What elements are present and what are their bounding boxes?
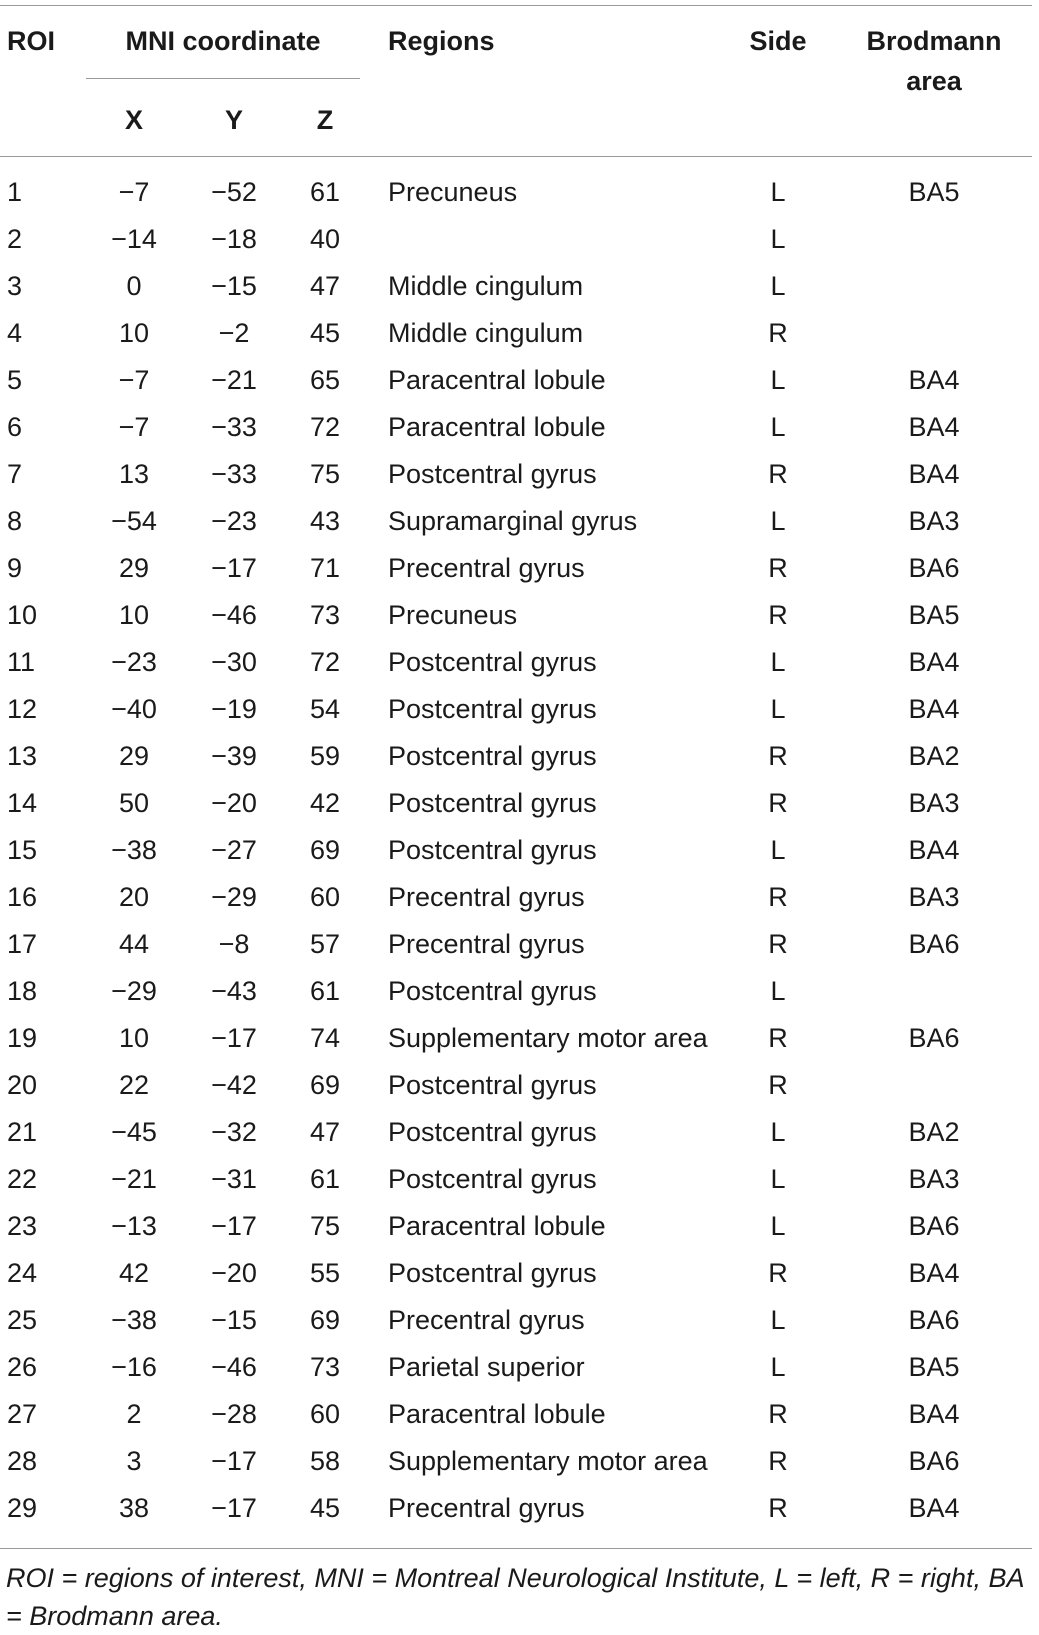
cell-roi: 13 xyxy=(7,741,38,771)
cell-roi: 7 xyxy=(7,459,23,489)
cell-roi: 14 xyxy=(7,788,38,818)
cell-side: L xyxy=(770,647,786,677)
header-regions: Regions xyxy=(388,26,495,56)
header-z: Z xyxy=(316,105,334,135)
cell-y: −17 xyxy=(211,553,257,583)
cell-z: 61 xyxy=(309,1164,341,1194)
cell-brodmann-area: BA6 xyxy=(908,553,960,583)
header-x: X xyxy=(124,105,143,135)
cell-z: 58 xyxy=(309,1446,341,1476)
cell-z: 42 xyxy=(309,788,341,818)
cell-brodmann-area: BA3 xyxy=(908,506,960,536)
cell-y: −17 xyxy=(211,1446,257,1476)
cell-y: −8 xyxy=(218,929,250,959)
cell-region: Paracentral lobule xyxy=(388,1399,606,1429)
cell-y: −2 xyxy=(218,318,250,348)
cell-y: −20 xyxy=(211,1258,257,1288)
cell-brodmann-area: BA4 xyxy=(908,459,960,489)
cell-brodmann-area: BA4 xyxy=(908,647,960,677)
cell-roi: 17 xyxy=(7,929,38,959)
cell-y: −21 xyxy=(211,365,257,395)
cell-side: R xyxy=(768,1399,788,1429)
cell-y: −23 xyxy=(211,506,257,536)
cell-y: −17 xyxy=(211,1211,257,1241)
cell-side: L xyxy=(770,177,786,207)
cell-side: R xyxy=(768,1446,788,1476)
cell-region: Parietal superior xyxy=(388,1352,585,1382)
cell-x: −21 xyxy=(111,1164,157,1194)
cell-y: −29 xyxy=(211,882,257,912)
cell-y: −19 xyxy=(211,694,257,724)
cell-region: Postcentral gyrus xyxy=(388,647,597,677)
cell-side: R xyxy=(768,600,788,630)
cell-brodmann-area: BA2 xyxy=(908,741,960,771)
cell-x: 10 xyxy=(118,318,150,348)
header-roi: ROI xyxy=(7,26,56,56)
cell-region: Paracentral lobule xyxy=(388,365,606,395)
cell-brodmann-area: BA3 xyxy=(908,1164,960,1194)
cell-side: L xyxy=(770,412,786,442)
cell-region: Postcentral gyrus xyxy=(388,1164,597,1194)
cell-x: 13 xyxy=(118,459,150,489)
cell-z: 43 xyxy=(309,506,341,536)
cell-region: Precentral gyrus xyxy=(388,1305,585,1335)
cell-x: 20 xyxy=(118,882,150,912)
cell-z: 55 xyxy=(309,1258,341,1288)
cell-region: Postcentral gyrus xyxy=(388,1117,597,1147)
cell-region: Postcentral gyrus xyxy=(388,459,597,489)
cell-z: 60 xyxy=(309,1399,341,1429)
cell-z: 61 xyxy=(309,976,341,1006)
cell-z: 40 xyxy=(309,224,341,254)
cell-x: −16 xyxy=(111,1352,157,1382)
cell-region: Precuneus xyxy=(388,600,518,630)
cell-roi: 19 xyxy=(7,1023,38,1053)
cell-y: −15 xyxy=(211,1305,257,1335)
cell-brodmann-area: BA4 xyxy=(908,1258,960,1288)
cell-roi: 28 xyxy=(7,1446,38,1476)
cell-side: L xyxy=(770,835,786,865)
cell-brodmann-area: BA4 xyxy=(908,365,960,395)
cell-x: −29 xyxy=(111,976,157,1006)
cell-x: 3 xyxy=(126,1446,142,1476)
cell-x: −7 xyxy=(118,365,150,395)
header-y: Y xyxy=(224,105,243,135)
cell-z: 57 xyxy=(309,929,341,959)
cell-region: Precuneus xyxy=(388,177,518,207)
cell-z: 47 xyxy=(309,271,341,301)
header-brodmann: Brodmann xyxy=(866,26,1002,56)
cell-region: Precentral gyrus xyxy=(388,1493,585,1523)
cell-z: 72 xyxy=(309,412,341,442)
cell-side: L xyxy=(770,976,786,1006)
cell-roi: 22 xyxy=(7,1164,38,1194)
cell-x: 42 xyxy=(118,1258,150,1288)
cell-region: Precentral gyrus xyxy=(388,553,585,583)
cell-side: L xyxy=(770,1164,786,1194)
cell-side: R xyxy=(768,788,788,818)
cell-z: 59 xyxy=(309,741,341,771)
cell-side: R xyxy=(768,459,788,489)
cell-region: Postcentral gyrus xyxy=(388,694,597,724)
header-side: Side xyxy=(749,26,807,56)
cell-x: −7 xyxy=(118,177,150,207)
cell-roi: 8 xyxy=(7,506,23,536)
cell-brodmann-area: BA5 xyxy=(908,1352,960,1382)
cell-z: 69 xyxy=(309,835,341,865)
cell-z: 65 xyxy=(309,365,341,395)
cell-roi: 3 xyxy=(7,271,23,301)
cell-roi: 4 xyxy=(7,318,23,348)
cell-roi: 11 xyxy=(7,647,36,677)
cell-x: 50 xyxy=(118,788,150,818)
cell-z: 61 xyxy=(309,177,341,207)
cell-x: −23 xyxy=(111,647,157,677)
cell-x: 10 xyxy=(118,600,150,630)
cell-side: R xyxy=(768,1070,788,1100)
cell-x: 44 xyxy=(118,929,150,959)
cell-side: R xyxy=(768,882,788,912)
cell-brodmann-area: BA4 xyxy=(908,1399,960,1429)
cell-roi: 27 xyxy=(7,1399,38,1429)
cell-roi: 23 xyxy=(7,1211,38,1241)
cell-roi: 15 xyxy=(7,835,38,865)
cell-z: 75 xyxy=(309,459,341,489)
cell-x: −38 xyxy=(111,835,157,865)
cell-brodmann-area: BA6 xyxy=(908,1023,960,1053)
cell-region: Supramarginal gyrus xyxy=(388,506,638,536)
cell-y: −52 xyxy=(211,177,257,207)
cell-roi: 29 xyxy=(7,1493,38,1523)
cell-roi: 16 xyxy=(7,882,38,912)
cell-region: Postcentral gyrus xyxy=(388,976,597,1006)
cell-y: −17 xyxy=(211,1493,257,1523)
cell-roi: 18 xyxy=(7,976,38,1006)
cell-y: −42 xyxy=(211,1070,257,1100)
cell-y: −43 xyxy=(211,976,257,1006)
cell-side: L xyxy=(770,271,786,301)
cell-brodmann-area: BA4 xyxy=(908,1493,960,1523)
cell-roi: 2 xyxy=(7,224,23,254)
cell-z: 73 xyxy=(309,1352,341,1382)
cell-x: 22 xyxy=(118,1070,150,1100)
cell-region: Postcentral gyrus xyxy=(388,788,597,818)
cell-y: −33 xyxy=(211,412,257,442)
cell-z: 71 xyxy=(309,553,341,583)
cell-x: −54 xyxy=(111,506,157,536)
cell-brodmann-area: BA4 xyxy=(908,694,960,724)
table-footnote: ROI = regions of interest, MNI = Montreal Neurological Institute, L = left, R = right, BA = Brodmann area. xyxy=(6,1563,1024,1631)
cell-z: 45 xyxy=(309,1493,341,1523)
cell-roi: 21 xyxy=(7,1117,38,1147)
cell-roi: 26 xyxy=(7,1352,38,1382)
cell-side: R xyxy=(768,318,788,348)
cell-roi: 5 xyxy=(7,365,23,395)
cell-side: L xyxy=(770,1352,786,1382)
cell-brodmann-area: BA4 xyxy=(908,835,960,865)
cell-roi: 9 xyxy=(7,553,23,583)
cell-side: R xyxy=(768,1023,788,1053)
cell-z: 69 xyxy=(309,1070,341,1100)
mni-subheader-rule xyxy=(86,78,360,79)
cell-y: −46 xyxy=(211,600,257,630)
table-top-rule xyxy=(0,5,1032,6)
cell-brodmann-area: BA6 xyxy=(908,1305,960,1335)
cell-y: −46 xyxy=(211,1352,257,1382)
cell-side: R xyxy=(768,1258,788,1288)
cell-brodmann-area: BA3 xyxy=(908,788,960,818)
cell-y: −33 xyxy=(211,459,257,489)
cell-brodmann-area: BA6 xyxy=(908,1211,960,1241)
cell-z: 60 xyxy=(309,882,341,912)
cell-brodmann-area: BA5 xyxy=(908,600,960,630)
table-bottom-rule xyxy=(0,1548,1032,1549)
cell-region: Postcentral gyrus xyxy=(388,1258,597,1288)
cell-side: L xyxy=(770,1211,786,1241)
cell-brodmann-area: BA4 xyxy=(908,412,960,442)
cell-roi: 6 xyxy=(7,412,23,442)
cell-x: −13 xyxy=(111,1211,157,1241)
cell-x: −40 xyxy=(111,694,157,724)
cell-y: −15 xyxy=(211,271,257,301)
cell-roi: 25 xyxy=(7,1305,38,1335)
cell-z: 54 xyxy=(309,694,341,724)
cell-x: −14 xyxy=(111,224,157,254)
cell-x: 29 xyxy=(118,741,150,771)
cell-roi: 1 xyxy=(7,177,23,207)
cell-region: Postcentral gyrus xyxy=(388,835,597,865)
cell-roi: 24 xyxy=(7,1258,38,1288)
cell-region: Supplementary motor area xyxy=(388,1446,708,1476)
cell-y: −30 xyxy=(211,647,257,677)
cell-y: −39 xyxy=(211,741,257,771)
cell-x: 29 xyxy=(118,553,150,583)
cell-side: R xyxy=(768,1493,788,1523)
cell-side: L xyxy=(770,506,786,536)
header-brodmann-area: area xyxy=(906,66,962,96)
cell-brodmann-area: BA5 xyxy=(908,177,960,207)
cell-region: Middle cingulum xyxy=(388,318,584,348)
cell-y: −20 xyxy=(211,788,257,818)
cell-z: 47 xyxy=(309,1117,341,1147)
cell-region: Middle cingulum xyxy=(388,271,584,301)
cell-side: L xyxy=(770,365,786,395)
cell-y: −28 xyxy=(211,1399,257,1429)
cell-side: L xyxy=(770,1117,786,1147)
cell-y: −18 xyxy=(211,224,257,254)
cell-z: 75 xyxy=(309,1211,341,1241)
cell-y: −27 xyxy=(211,835,257,865)
cell-z: 73 xyxy=(309,600,341,630)
cell-region: Postcentral gyrus xyxy=(388,1070,597,1100)
cell-x: −38 xyxy=(111,1305,157,1335)
cell-side: L xyxy=(770,694,786,724)
cell-brodmann-area: BA2 xyxy=(908,1117,960,1147)
cell-region: Paracentral lobule xyxy=(388,1211,606,1241)
cell-x: 2 xyxy=(126,1399,142,1429)
cell-side: R xyxy=(768,929,788,959)
cell-side: R xyxy=(768,553,788,583)
cell-x: 10 xyxy=(118,1023,150,1053)
cell-z: 69 xyxy=(309,1305,341,1335)
cell-roi: 12 xyxy=(7,694,38,724)
header-mni-coordinate: MNI coordinate xyxy=(125,26,321,56)
cell-side: L xyxy=(770,1305,786,1335)
table-header-rule xyxy=(0,156,1032,157)
cell-side: L xyxy=(770,224,786,254)
cell-x: 0 xyxy=(126,271,142,301)
cell-brodmann-area: BA3 xyxy=(908,882,960,912)
cell-z: 45 xyxy=(309,318,341,348)
cell-y: −31 xyxy=(211,1164,257,1194)
cell-x: −7 xyxy=(118,412,150,442)
cell-region: Precentral gyrus xyxy=(388,929,585,959)
cell-brodmann-area: BA6 xyxy=(908,929,960,959)
cell-region: Precentral gyrus xyxy=(388,882,585,912)
cell-roi: 20 xyxy=(7,1070,38,1100)
cell-x: 38 xyxy=(118,1493,150,1523)
cell-region: Postcentral gyrus xyxy=(388,741,597,771)
cell-z: 74 xyxy=(309,1023,341,1053)
cell-region: Supplementary motor area xyxy=(388,1023,708,1053)
cell-region: Paracentral lobule xyxy=(388,412,606,442)
cell-brodmann-area: BA6 xyxy=(908,1446,960,1476)
cell-y: −32 xyxy=(211,1117,257,1147)
cell-side: R xyxy=(768,741,788,771)
cell-y: −17 xyxy=(211,1023,257,1053)
cell-z: 72 xyxy=(309,647,341,677)
cell-x: −45 xyxy=(111,1117,157,1147)
cell-roi: 10 xyxy=(7,600,38,630)
